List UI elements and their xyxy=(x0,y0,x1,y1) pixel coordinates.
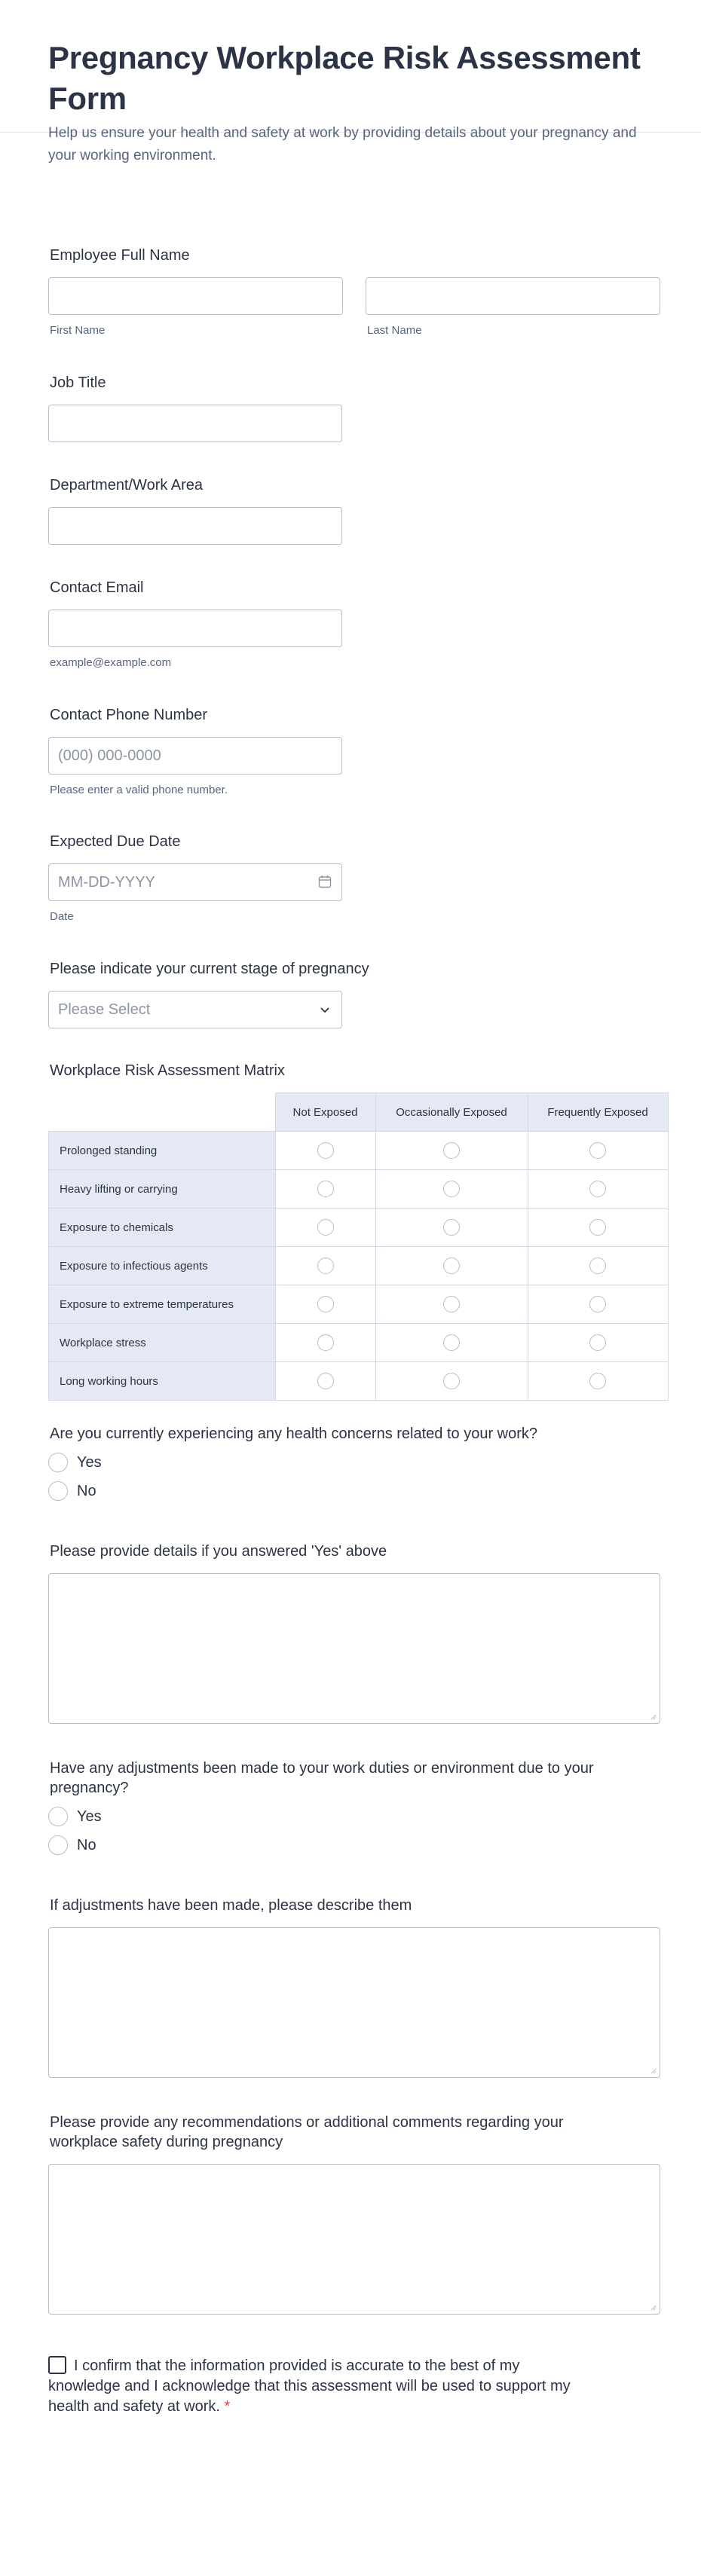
matrix-row-label: Workplace stress xyxy=(49,1324,276,1362)
health-details-textarea[interactable] xyxy=(48,1573,660,1724)
adjustments-option-yes[interactable] xyxy=(48,1802,660,1831)
matrix-radio[interactable] xyxy=(589,1219,606,1236)
adjustments-details-label: If adjustments have been made, please describe them xyxy=(50,1897,412,1914)
health-concerns-option-no[interactable] xyxy=(48,1477,660,1505)
matrix-radio[interactable] xyxy=(317,1296,334,1312)
phone-sublabel: Please enter a valid phone number. xyxy=(50,784,228,796)
matrix-radio[interactable] xyxy=(589,1373,606,1389)
health-concerns-option-yes[interactable] xyxy=(48,1448,660,1477)
matrix-row xyxy=(49,1362,669,1401)
matrix-radio[interactable] xyxy=(317,1219,334,1236)
adjustments-option-no[interactable] xyxy=(48,1831,660,1859)
matrix-radio[interactable] xyxy=(443,1219,460,1236)
matrix-radio[interactable] xyxy=(589,1257,606,1274)
option-label: No xyxy=(77,1482,96,1499)
adjustments-details-field xyxy=(48,1896,660,2078)
matrix-radio[interactable] xyxy=(589,1296,606,1312)
adjustments-field xyxy=(48,1759,660,1859)
matrix-row xyxy=(49,1132,669,1170)
option-label: Yes xyxy=(77,1807,102,1825)
radio-button[interactable] xyxy=(48,1481,68,1501)
form-header xyxy=(0,0,701,163)
due-date-field xyxy=(48,832,660,923)
first-name-sublabel: First Name xyxy=(50,324,106,337)
matrix-row-label: Long working hours xyxy=(49,1362,276,1401)
email-input[interactable] xyxy=(48,610,342,647)
confirm-field xyxy=(48,2356,576,2417)
job-title-field xyxy=(48,373,660,442)
matrix-radio[interactable] xyxy=(443,1142,460,1159)
matrix-radio[interactable] xyxy=(443,1257,460,1274)
matrix-radio[interactable] xyxy=(443,1373,460,1389)
confirm-checkbox[interactable] xyxy=(48,2356,66,2374)
due-date-sublabel: Date xyxy=(50,910,74,923)
matrix-radio[interactable] xyxy=(317,1257,334,1274)
health-concerns-field xyxy=(48,1424,660,1505)
email-label: Contact Email xyxy=(50,579,144,596)
adjustments-label: Have any adjustments been made to your work duties or environment due to your pregnancy? xyxy=(50,1760,594,1796)
radio-button[interactable] xyxy=(48,1453,68,1472)
matrix-row xyxy=(49,1247,669,1285)
health-details-field xyxy=(48,1542,660,1724)
resize-handle-icon[interactable] xyxy=(649,1713,657,1720)
calendar-icon[interactable] xyxy=(318,875,332,888)
resize-handle-icon[interactable] xyxy=(649,2303,657,2311)
matrix-col-header: Frequently Exposed xyxy=(528,1093,668,1132)
matrix-radio[interactable] xyxy=(443,1334,460,1351)
email-field xyxy=(48,578,660,669)
matrix-radio[interactable] xyxy=(589,1181,606,1197)
stage-label: Please indicate your current stage of pregnancy xyxy=(50,961,369,977)
matrix-col-header: Not Exposed xyxy=(275,1093,375,1132)
required-mark: * xyxy=(224,2398,231,2415)
confirm-text: I confirm that the information provided is accurate to the best of my knowledge and I acknowledge that this assessment will be used to support my health and safety at work. xyxy=(48,2358,571,2415)
department-label: Department/Work Area xyxy=(50,477,204,494)
due-date-input[interactable] xyxy=(48,863,342,901)
health-concerns-label: Are you currently experiencing any health concerns related to your work? xyxy=(50,1426,538,1442)
chevron-down-icon xyxy=(319,1004,331,1016)
recommendations-textarea[interactable] xyxy=(48,2164,660,2315)
matrix-row-label: Heavy lifting or carrying xyxy=(49,1170,276,1209)
matrix-row-label: Exposure to extreme temperatures xyxy=(49,1285,276,1324)
matrix-label: Workplace Risk Assessment Matrix xyxy=(50,1062,285,1079)
last-name-sublabel: Last Name xyxy=(367,324,422,337)
matrix-col-header: Occasionally Exposed xyxy=(375,1093,528,1132)
first-name-input[interactable] xyxy=(48,277,343,315)
matrix-row-label: Prolonged standing xyxy=(49,1132,276,1170)
adjustments-details-textarea[interactable] xyxy=(48,1927,660,2078)
job-title-input[interactable] xyxy=(48,405,342,442)
option-label: No xyxy=(77,1836,96,1853)
matrix-row xyxy=(49,1209,669,1247)
matrix-radio[interactable] xyxy=(317,1334,334,1351)
matrix-radio[interactable] xyxy=(317,1181,334,1197)
form-title: Pregnancy Workplace Risk Assessment Form xyxy=(48,40,641,116)
matrix-row-label: Exposure to infectious agents xyxy=(49,1247,276,1285)
radio-button[interactable] xyxy=(48,1835,68,1855)
matrix-row-label: Exposure to chemicals xyxy=(49,1209,276,1247)
risk-matrix xyxy=(48,1092,669,1401)
health-details-label: Please provide details if you answered 'Yes' above xyxy=(50,1543,387,1560)
phone-label: Contact Phone Number xyxy=(50,707,208,723)
matrix-radio[interactable] xyxy=(589,1334,606,1351)
employee-name-label: Employee Full Name xyxy=(50,247,190,264)
phone-input[interactable] xyxy=(48,737,342,775)
option-label: Yes xyxy=(77,1453,102,1471)
matrix-radio[interactable] xyxy=(317,1373,334,1389)
job-title-label: Job Title xyxy=(50,374,106,391)
department-input[interactable] xyxy=(48,507,342,545)
matrix-radio[interactable] xyxy=(317,1142,334,1159)
email-sublabel: example@example.com xyxy=(50,656,172,669)
employee-name-field xyxy=(48,246,660,337)
matrix-field xyxy=(48,1061,660,1080)
matrix-row xyxy=(49,1285,669,1324)
resize-handle-icon[interactable] xyxy=(649,2067,657,2074)
matrix-radio[interactable] xyxy=(443,1296,460,1312)
form-subtitle: Help us ensure your health and safety at work by providing details about your pregnancy and your working environment. xyxy=(48,125,637,163)
matrix-radio[interactable] xyxy=(443,1181,460,1197)
department-field xyxy=(48,475,660,545)
phone-field xyxy=(48,705,660,796)
matrix-row xyxy=(49,1324,669,1362)
matrix-row xyxy=(49,1170,669,1209)
stage-select[interactable] xyxy=(48,991,342,1028)
radio-button[interactable] xyxy=(48,1807,68,1826)
last-name-input[interactable] xyxy=(366,277,660,315)
matrix-radio[interactable] xyxy=(589,1142,606,1159)
due-date-label: Expected Due Date xyxy=(50,833,181,850)
stage-select-value: Please Select xyxy=(58,1001,151,1018)
recommendations-label: Please provide any recommendations or additional comments regarding your workplace safety during pregnancy xyxy=(50,2114,564,2150)
stage-field xyxy=(48,959,660,1028)
recommendations-field xyxy=(48,2113,660,2315)
